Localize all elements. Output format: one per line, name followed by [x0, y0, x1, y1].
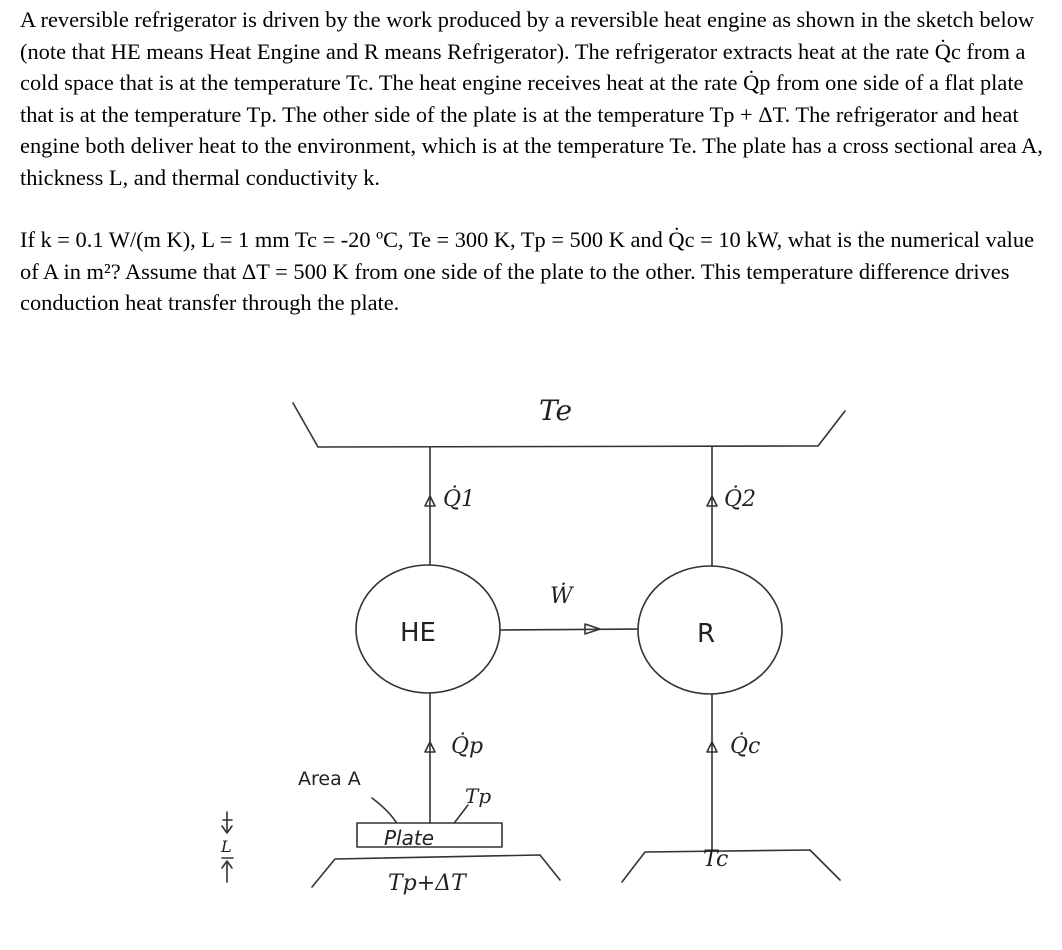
- area-pointer: [372, 798, 396, 822]
- area-label: Area A: [298, 768, 361, 790]
- heat-engine-label: HE: [400, 618, 436, 648]
- refrigerator-label: R: [697, 619, 716, 649]
- problem-statement: [20, 4, 1050, 319]
- sketch-diagram: [0, 370, 1062, 950]
- problem-paragraph-1: A reversible refrigerator is driven by the work produced by a reversible heat engine as shown in the sketch below (note that HE means Heat Engine and R means Refrigerator). The refrigerator extracts heat at the rate Q̇c from a cold space that is at the temperature Tc. The heat engine receives heat at the rate Q̇p from one side of a flat plate that is at the temperature Tp. The other side of the plate is at the temperature Tp + ΔT. The refrigerator and heat engine both deliver heat to the environment, which is at the temperature Te. The plate has a cross sectional area A, thickness L, and thermal conductivity k.: [20, 7, 1043, 190]
- plate-label: Plate: [384, 826, 435, 850]
- q1-label: Q̇1: [443, 487, 476, 512]
- thickness-label: L: [221, 837, 232, 856]
- cold-space-label: Tc: [703, 847, 729, 872]
- qc-label: Q̇c: [730, 734, 761, 759]
- tp-label: Tp: [465, 784, 492, 808]
- qp-label: Q̇p: [451, 734, 484, 759]
- work-label: Ẇ: [550, 584, 573, 609]
- cold-reservoir: [622, 850, 840, 882]
- q2-label: Q̇2: [724, 487, 757, 512]
- environment-label: Te: [539, 394, 573, 427]
- hot-side-label: Tp+ΔT: [388, 871, 466, 896]
- work-line: [500, 629, 638, 630]
- problem-paragraph-2: If k = 0.1 W/(m K), L = 1 mm Tc = -20 ºC, Te = 300 K, Tp = 500 K and Q̇c = 10 kW, what is the numerical value of A in m²? Assume that ΔT = 500 K from one side of the plate to the other. This temperature difference drives conduction heat transfer through the plate.: [20, 227, 1035, 315]
